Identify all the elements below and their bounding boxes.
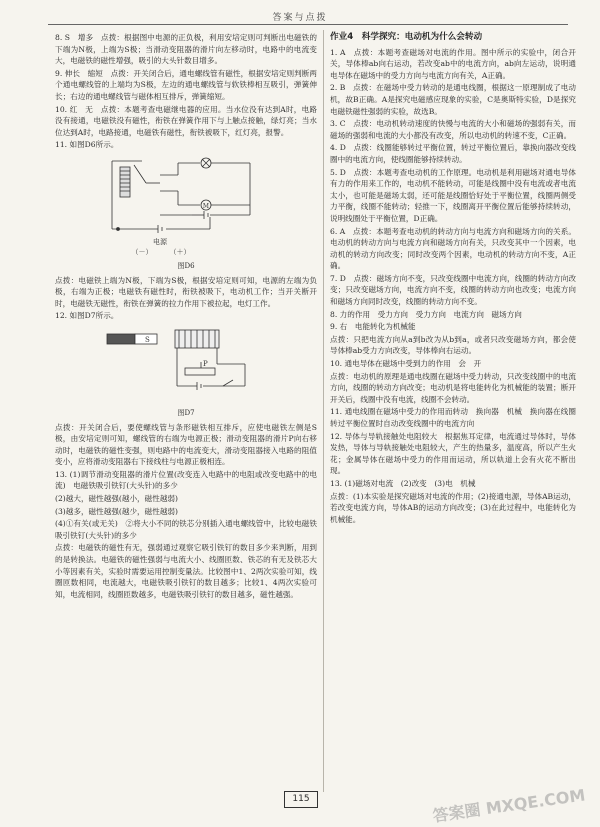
relay-circuit-diagram — [100, 153, 280, 261]
r-answer-3: 3. C 点拨：电动机转动速度的快慢与电流的大小和磁场的强弱有关，而磁场的强弱和电流的大小都没有改变，所以电动机的转速不变，C正确。 — [330, 119, 576, 140]
answer-13-part2: (2)越大，磁性越强(越小，磁性越弱) — [55, 494, 178, 504]
r-answer-11: 11. 通电线圈在磁场中受力的作用而转动 换向器 机械 换向器在线圈转过平衡位置时自动改变线圈中的电流方向 — [330, 407, 576, 428]
solenoid-magnet-diagram — [105, 324, 275, 408]
figure-d6-caption: 图D6 — [177, 261, 195, 270]
r-answer-12: 12. 导体与导轨接触处电阻较大 根据焦耳定律，电流通过导体时，导体发热，导体与导轨接触处电阻较大，产生的热量多，温度高，所以产生火花；金属导体在磁场中受力的作用而运动，所以轨道上会有火花不断出现。 — [330, 431, 576, 476]
figure-d7-caption: 图D7 — [177, 408, 195, 417]
answer-13-part4: (4)①有关(或无关) ②将大小不同的铁芯分别插入通电螺线管中，比较电磁铁吸引铁钉(大头针)的多少 — [55, 519, 317, 540]
r-answer-9-explanation: 点拨：只把电流方向从a到b改为从b到a，或者只改变磁场方向，都会使导体棒ab受力方向改变，导体棒向右运动。 — [330, 334, 576, 356]
page-number: 115 — [284, 791, 318, 808]
answer-8: 8. S 增多 点拨：根据图中电源的正负极，利用安培定则可判断出电磁铁的下端为N极，上端为S极；当滑动变阻器的滑片向左移动时，电路中的电流变大，电磁铁的磁性增强，吸引的大头针数目增多。 — [55, 33, 317, 66]
left-column — [55, 32, 317, 601]
answer-13-part3: (3)越多，磁性越强(越少，磁性越弱) — [55, 506, 178, 516]
fig2-s-pole: S — [145, 335, 150, 344]
svg-text:M: M — [202, 202, 210, 210]
r-answer-10-explanation: 点拨：电动机的原理是通电线圈在磁场中受力转动，只改变线圈中的电流方向，线圈的转动方向改变；电动机是将电能转化为机械能的装置；断开开关后，线圈中没有电流，线圈不会转动。 — [330, 371, 576, 404]
answer-13-part1: 13. (1)调节滑动变阻器的滑片位置(改变连入电路中的电阻或改变电路中的电流) 电磁铁吸引铁钉(大头针)的多少 — [55, 469, 317, 491]
answer-11: 11. 如图D6所示。 — [55, 140, 119, 150]
r-answer-6: 6. A 点拨：本题考查电动机的转动方向与电流方向和磁场方向的关系。电动机的转动方向与电流方向和磁场方向有关，只改变其中一个因素，电动机的转动方向改变；同时改变两个因素，电动机的转动方向不变，A正确。 — [330, 226, 576, 271]
answer-12-explanation: 点拨：开关闭合后，要使螺线管与条形磁铁相互排斥，应使电磁铁左侧是S极，由安培定则可知，螺线管的右端为电源正极；滑动变阻器的滑片P向右移动时，电磁铁的磁性变强，则电路中的电流变大，滑动变阻器接入电路的阻值变小，应将滑动变阻器右下接线柱与电源正极相连。 — [55, 422, 317, 467]
r-answer-13: 13. (1)磁场对电流 (2)改变 (3)电 机械 — [330, 478, 476, 488]
fig1-plus-label: （＋） — [169, 247, 191, 256]
header-rule — [48, 24, 568, 25]
figure-d7 — [55, 324, 317, 420]
r-answer-7: 7. D 点拨：磁场方向不变，只改变线圈中电流方向，线圈的转动方向改变；只改变磁场方向，电流方向不变，线圈的转动方向也改变；电流方向和磁场方向同时改变，线圈的转动方向不变。 — [330, 273, 576, 307]
figure-d6 — [55, 153, 317, 273]
answer-12: 12. 如图D7所示。 — [55, 311, 119, 321]
r-answer-9: 9. 右 电能转化为机械能 — [330, 322, 416, 332]
fig2-slider-label: P — [203, 359, 208, 368]
watermark-logo: 答案圈 MXQE.COM — [431, 785, 587, 826]
section-title: 作业4 科学探究：电动机为什么会转动 — [330, 32, 483, 42]
r-answer-4: 4. D 点拨：线圈能够转过平衡位置，转过平衡位置后，靠换向器改变线圈中的电流方向，使线圈能够持续转动。 — [330, 143, 576, 164]
fig1-power-label: 电源 — [153, 237, 167, 246]
r-answer-10: 10. 通电导体在磁场中受到力的作用 会 开 — [330, 359, 482, 369]
answer-13-explanation: 点拨：电磁铁的磁性有无，强弱通过观察它吸引铁钉的数目多少来判断，用到的是转换法。电磁铁的磁性强弱与电流大小、线圈匝数、铁芯的有无及铁芯大小等因素有关，实验时需要运用控制变量法。比较图中1、2两次实验可知，线圈匝数相同，电流越大，电磁铁吸引铁钉的数目越多；比较1、4两次实验可知，电流相同，线圈匝数越多，电磁铁吸引铁钉的数目越多，磁性越强。 — [55, 543, 317, 599]
r-answer-5: 5. D 点拨：本题考查电动机的工作原理。电动机是利用磁场对通电导体有力的作用来工作的，电动机不能转动，可能是线圈中没有电流或者电流太小，也可能是磁场太弱，还可能是线圈恰好处于平衡位置，线圈两侧受力平衡，线圈不能转动；轻推一下，线圈离开平衡位置后能够持续转动，说明线圈处于平衡位置，D正确。 — [330, 167, 576, 223]
column-divider — [323, 30, 324, 792]
answer-11-explanation: 点拨：电磁铁上端为N极，下端为S极，根据安培定则可知，电源的左端为负极，右端为正极；电磁铁有磁性时，衔铁被吸下，电动机工作；当开关断开时，电磁铁无磁性，衔铁在弹簧的拉力作用下被拉起，电灯工作。 — [55, 275, 317, 308]
answer-9: 9. 伸长 缩短 点拨：开关闭合后，通电螺线管有磁性，根据安培定则判断两个通电螺线管的上端均为S极，左边的通电螺线管与软铁棒相互吸引，弹簧伸长；右边的通电螺线管与磁体相互排斥，弹簧缩短。 — [55, 68, 317, 101]
right-column — [330, 32, 576, 526]
r-answer-8: 8. 力的作用 受力方向 受力方向 电流方向 磁场方向 — [330, 309, 522, 319]
r-answer-2: 2. B 点拨：在磁场中受力转动的是通电线圈，根据这一原理制成了电动机，故B正确。A是探究电磁感应现象的实验，C是奥斯特实验，D是探究电磁铁磁性强弱的实验，故选B。 — [330, 83, 576, 116]
r-answer-1: 1. A 点拨：本题考查磁场对电流的作用。图中所示的实验中，闭合开关，导体棒ab向右运动，若改变ab中的电流方向，ab向左运动，说明通电导体在磁场中的受力方向与电流方向有关，A正确。 — [330, 47, 576, 80]
r-answer-13-explanation: 点拨：(1)本实验是探究磁场对电流的作用；(2)接通电源，导体AB运动，若改变电流方向，导体AB的运动方向改变；(3)在此过程中，电能转化为机械能。 — [330, 491, 576, 524]
fig1-minus-label: （－） — [131, 247, 153, 256]
answer-10: 10. 红 无 点拨：本题考查电磁继电器的应用。当水位没有达到A时，电路没有接通，电磁铁没有磁性，衔铁在弹簧作用下与上触点接触，绿灯亮；当水位达到A时，电路接通，电磁铁有磁性，衔铁被吸下，红灯亮，报警。 — [55, 104, 317, 137]
page-header: 答案与点拨 — [272, 13, 328, 23]
